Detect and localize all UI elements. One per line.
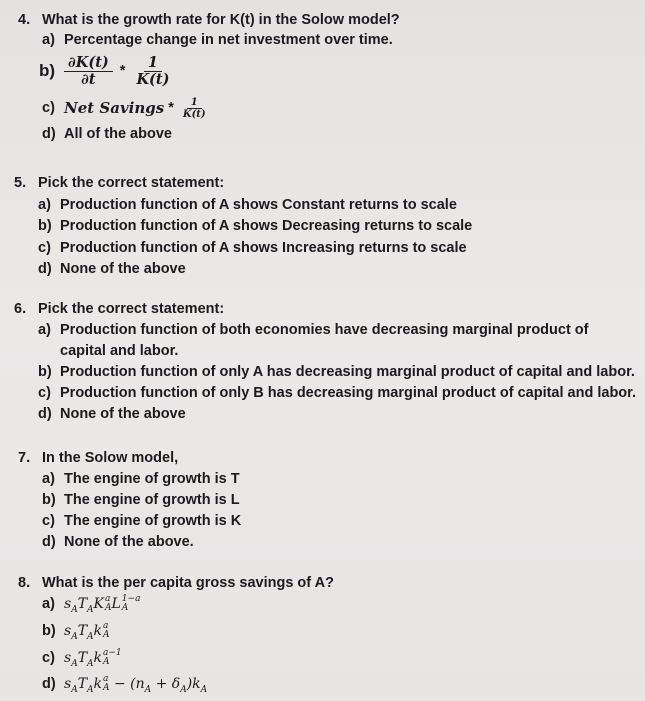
formula: $s_AT_Ak$ a−1 A <box>64 647 122 669</box>
option-d[interactable]: d) $s_AT_Ak$ a A − $(n_A + \delta_A)k_A$ <box>42 674 334 701</box>
option-c[interactable] <box>42 92 400 124</box>
question-8 <box>18 573 334 701</box>
question-text: What is the growth rate for K(t) in the Solow model? <box>42 12 400 28</box>
option-text: Net Savings <box>64 99 165 117</box>
option-letter: d) <box>42 126 56 142</box>
option-a[interactable]: a) Production function of A shows Constant returns to scale <box>38 196 457 213</box>
question-number: 7. <box>18 450 31 466</box>
option-c[interactable]: c) Production function of only B has decreasing marginal product of capital and labor. <box>38 385 637 401</box>
option-text: Percentage change in net investment over time. <box>64 32 393 48</box>
option-d[interactable]: d) None of the above <box>38 406 186 422</box>
option-letter: b) <box>39 61 56 80</box>
question-text: In the Solow model, <box>42 450 179 466</box>
formula: $s_AT_AK$ a A L 1−a A <box>64 594 141 615</box>
reciprocal-fraction: $\frac{1}{K(t)}$ <box>136 53 170 88</box>
option-b[interactable]: b) Production function of A shows Decreasing returns to scale <box>38 218 473 234</box>
multiply-symbol: * <box>168 100 174 116</box>
question-number: 8. <box>18 575 31 591</box>
option-b[interactable]: b) Production function of only A has decreasing marginal product of capital and labor. <box>38 364 635 380</box>
option-text: All of the above <box>64 126 172 142</box>
question-text: Pick the correct statement: <box>38 301 225 317</box>
question-text: Pick the correct statement: <box>38 175 225 191</box>
option-b[interactable]: b) $s_AT_Ak$ a A <box>42 621 334 648</box>
option-b[interactable] <box>39 50 400 92</box>
option-a[interactable] <box>42 30 400 50</box>
option-c[interactable]: c) The engine of growth is K <box>42 513 242 529</box>
question-text: What is the per capita gross savings of A? <box>42 575 334 591</box>
partial-derivative-fraction: $\frac{\partial K(t)}{\partial t}$ <box>64 55 113 88</box>
option-d[interactable]: d) None of the above. <box>42 534 194 550</box>
option-c[interactable]: c) $s_AT_Ak$ a−1 A <box>42 648 334 675</box>
option-letter: a) <box>42 32 55 48</box>
question-6 <box>14 299 636 425</box>
option-d[interactable]: d) None of the above <box>38 261 186 277</box>
question-number: 6. <box>14 301 27 317</box>
option-a[interactable]: a) $s_AT_AK$ a A L 1−a A <box>42 594 334 621</box>
option-c[interactable]: c) Production function of A shows Increasing returns to scale <box>38 239 467 256</box>
formula: $s_AT_Ak$ a A <box>64 620 110 642</box>
question-5 <box>14 173 472 281</box>
question-number: 4. <box>18 12 31 28</box>
question-7 <box>18 448 241 553</box>
option-letter: c) <box>42 100 55 116</box>
formula: $s_AT_Ak$ a A − $(n_A + \delta_A)k_A$ <box>64 674 208 696</box>
multiply-symbol: * <box>119 63 126 79</box>
option-b[interactable]: b) The engine of growth is L <box>42 492 240 508</box>
question-number: 5. <box>14 175 27 191</box>
option-a[interactable]: a) The engine of growth is T <box>42 471 240 487</box>
question-4 <box>18 10 400 144</box>
option-a[interactable]: a) Production function of both economies have decreasing marginal product of capital and labor. <box>38 322 589 359</box>
option-d[interactable] <box>42 124 400 144</box>
reciprocal-fraction: $\frac{1}{K(t)}$ <box>182 96 206 120</box>
